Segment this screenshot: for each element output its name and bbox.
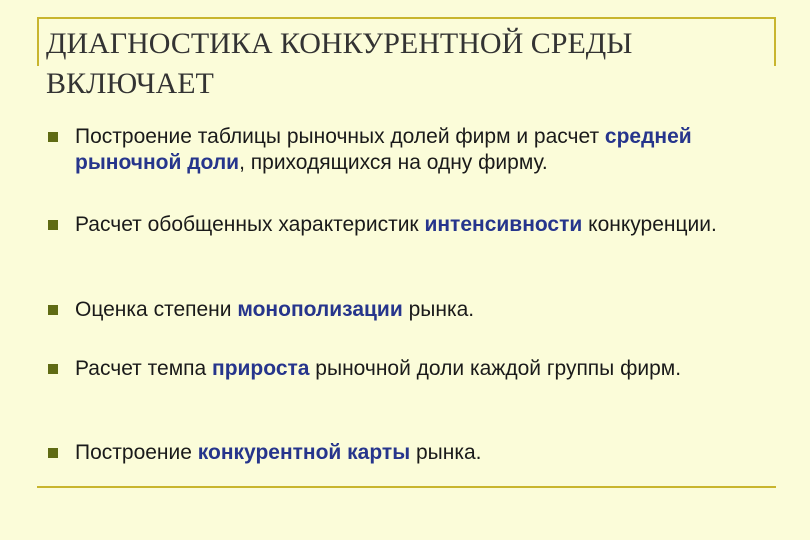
slide-title bbox=[46, 24, 766, 104]
list-item-text: Оценка степени монополизации рынка. bbox=[75, 298, 475, 321]
list-item-text: Расчет темпа прироста рыночной доли каждой группы фирм. bbox=[75, 357, 682, 380]
square-bullet-icon bbox=[48, 305, 58, 315]
list-item-text: Построение таблицы рыночных долей фирм и расчет средней рыночной доли, приходящихся на одну фирму. bbox=[75, 125, 692, 174]
title-frame-top-line bbox=[37, 17, 776, 19]
square-bullet-icon bbox=[48, 364, 58, 374]
title-frame-left-line bbox=[37, 17, 39, 66]
bottom-divider-line bbox=[37, 486, 776, 488]
slide-title-line-1: ДИАГНОСТИКА КОНКУРЕНТНОЙ СРЕДЫ bbox=[46, 27, 633, 60]
list-item-text: Построение конкурентной карты рынка. bbox=[75, 441, 482, 464]
slide-title-line-2: ВКЛЮЧАЕТ bbox=[46, 67, 214, 100]
title-frame-right-line bbox=[774, 17, 776, 66]
list-item-highlight: монополизации bbox=[237, 298, 403, 321]
list-item-text: Расчет обобщенных характеристик интенсивности конкуренции. bbox=[75, 213, 717, 236]
square-bullet-icon bbox=[48, 220, 58, 230]
list-item-highlight: конкурентной карты bbox=[197, 441, 411, 464]
square-bullet-icon bbox=[48, 448, 58, 458]
list-item-highlight: средней рыночной доли bbox=[75, 125, 692, 174]
square-bullet-icon bbox=[48, 132, 58, 142]
list-item-highlight: интенсивности bbox=[424, 213, 583, 236]
list-item-highlight: прироста bbox=[212, 357, 310, 380]
